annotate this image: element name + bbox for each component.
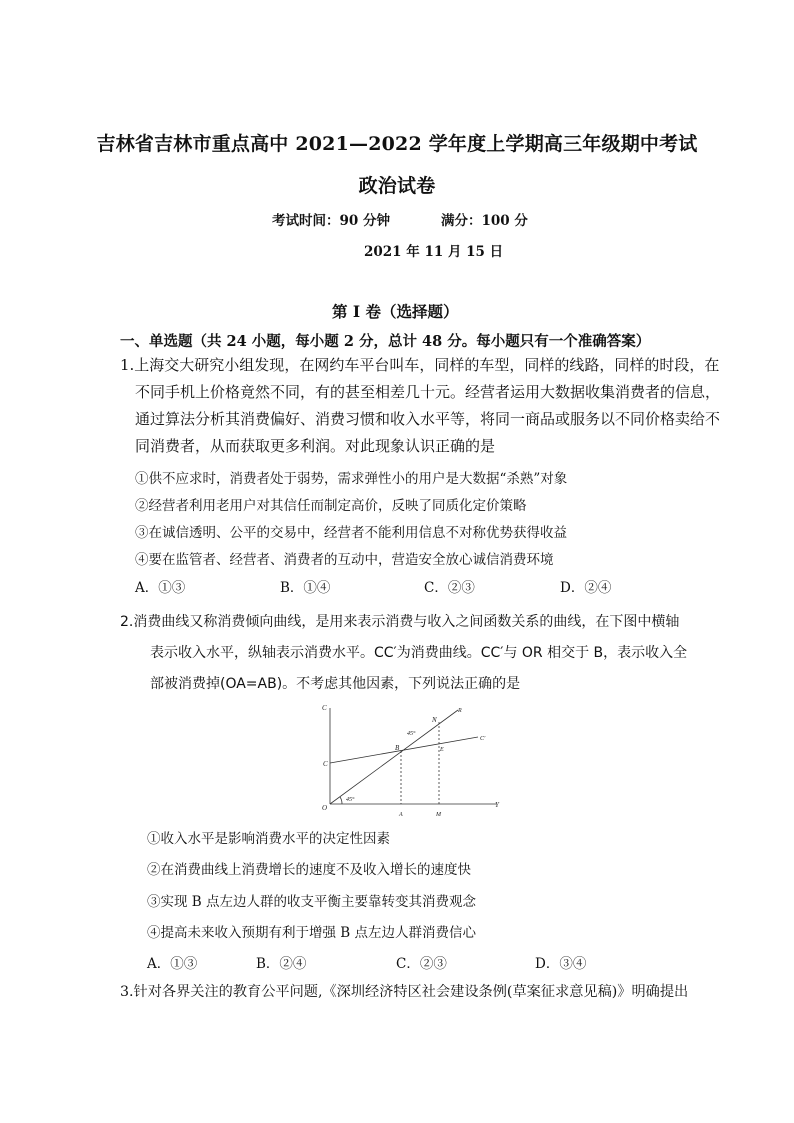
origin-label: O bbox=[322, 804, 328, 812]
consumption-curve-figure bbox=[318, 700, 500, 820]
exam-time: 考试时间：90 分钟 bbox=[272, 213, 390, 229]
exam-full-score: 满分：100 分 bbox=[441, 213, 528, 229]
line-or bbox=[330, 710, 458, 804]
question-1-option: ④要在监管者、经营者、消费者的互动中，营造安全放心诚信消费环境 bbox=[135, 552, 554, 568]
question-1-option: ③在诚信透明、公平的交易中，经营者不能利用信息不对称优势获得收益 bbox=[135, 525, 567, 541]
c-prime-label: C′ bbox=[480, 736, 486, 742]
question-2-option: ①收入水平是影响消费水平的决定性因素 bbox=[147, 831, 390, 847]
question-2-option: ④提高未来收入预期有利于增强 B 点左边人群消费信心 bbox=[147, 925, 477, 941]
question-1-line: 1.上海交大研究小组发现，在网约车平台叫车，同样的车型，同样的线路，同样的时段，在 bbox=[120, 356, 720, 374]
angle-bottom-label: 45° bbox=[346, 797, 355, 803]
e-point-label: E bbox=[440, 747, 444, 753]
question-1-answer-a[interactable]: A．①③ bbox=[135, 580, 186, 596]
question-1-line: 不同手机上价格竟然不同，有的甚至相差几十元。经营者运用大数据收集消费者的信息， bbox=[135, 383, 721, 401]
x-axis-label: Y bbox=[495, 801, 499, 809]
section-instructions: 一、单选题（共 24 小题，每小题 2 分，总计 48 分。每小题只有一个准确答案） bbox=[120, 333, 651, 350]
angle-top-label: 45° bbox=[407, 731, 416, 737]
question-2-line: 部被消费掉(OA=AB)。不考虑其他因素，下列说法正确的是 bbox=[150, 676, 521, 692]
question-2-answer-a[interactable]: A．①③ bbox=[147, 956, 198, 972]
question-1-option: ②经营者利用老用户对其信任而制定高价，反映了同质化定价策略 bbox=[135, 498, 527, 514]
question-1-line: 同消费者，从而获取更多利润。对此现象认识正确的是 bbox=[135, 437, 496, 455]
question-2-answer-d[interactable]: D．③④ bbox=[535, 956, 587, 972]
n-point-label: N bbox=[432, 716, 437, 724]
m-point-label: M bbox=[436, 812, 441, 818]
question-2-line: 表示收入水平，纵轴表示消费水平。CC′为消费曲线。CC′与 OR 相交于 B，表示收入全 bbox=[150, 645, 688, 661]
question-2-option: ③实现 B 点左边人群的收支平衡主要靠转变其消费观念 bbox=[147, 894, 477, 910]
y-axis-label: C bbox=[322, 704, 327, 712]
question-1-answer-d[interactable]: D．②④ bbox=[560, 580, 612, 596]
exam-title: 吉林省吉林市重点高中 2021—2022 学年度上学期高三年级期中考试 bbox=[96, 133, 698, 155]
question-3-line: 3.针对各界关注的教育公平问题,《深圳经济特区社会建设条例(草案征求意见稿)》明确提出 bbox=[120, 984, 689, 1000]
a-point-label: A bbox=[399, 812, 403, 818]
question-2-option: ②在消费曲线上消费增长的速度不及收入增长的速度快 bbox=[147, 862, 471, 878]
question-2-line: 2.消费曲线又称消费倾向曲线，是用来表示消费与收入之间函数关系的曲线，在下图中横轴 bbox=[120, 614, 680, 630]
question-1-answer-b[interactable]: B．①④ bbox=[280, 580, 331, 596]
section-title: 第 I 卷（选择题） bbox=[332, 302, 459, 321]
angle-arc bbox=[340, 797, 342, 804]
b-point-label: B bbox=[395, 744, 400, 752]
question-1-answer-c[interactable]: C．②③ bbox=[424, 580, 475, 596]
c-point-label: C bbox=[323, 760, 328, 768]
r-label: R bbox=[458, 708, 462, 714]
exam-subject: 政治试卷 bbox=[358, 175, 436, 197]
question-1-option: ①供不应求时，消费者处于弱势，需求弹性小的用户是大数据“杀熟”对象 bbox=[135, 471, 568, 487]
question-1-line: 通过算法分析其消费偏好、消费习惯和收入水平等，将同一商品或服务以不同价格卖给不 bbox=[135, 410, 721, 428]
question-2-answer-c[interactable]: C．②③ bbox=[396, 956, 447, 972]
line-cc-prime bbox=[330, 737, 478, 763]
question-2-answer-b[interactable]: B．②④ bbox=[256, 956, 307, 972]
exam-date: 2021 年 11 月 15 日 bbox=[364, 244, 504, 260]
